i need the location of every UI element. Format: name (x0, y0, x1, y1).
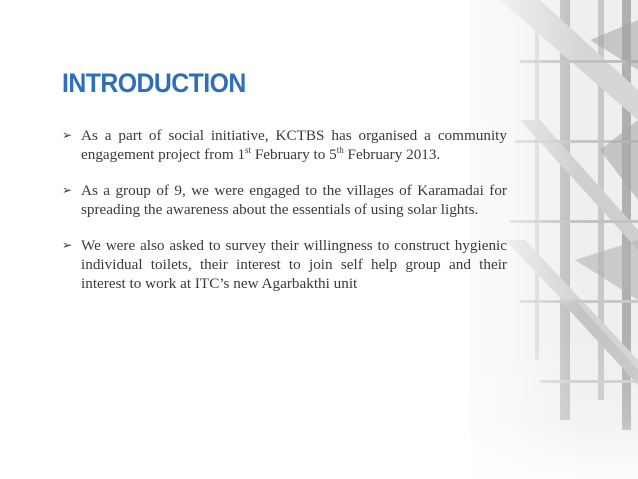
arrow-bullet-icon: ➢ (62, 183, 73, 197)
slide-title: INTRODUCTION (62, 68, 246, 98)
bullet-text-part: As a part of social initiative, KCTBS has organised a community engagement project from 1 (81, 127, 507, 163)
bullet-list (62, 126, 507, 310)
bullet-item (62, 236, 507, 293)
ordinal-suffix: th (336, 144, 344, 155)
ordinal-suffix: st (245, 144, 252, 155)
arrow-bullet-icon: ➢ (62, 238, 73, 252)
bullet-item (62, 126, 507, 164)
arrow-bullet-icon: ➢ (62, 128, 73, 142)
bullet-text: As a group of 9, we were engaged to the villages of Karamadai for spreading the awareness about the essentials of using solar lights. (81, 182, 507, 218)
bullet-item (62, 181, 507, 219)
bullet-text-part: February to 5 (251, 146, 337, 163)
bullet-text-part: February 2013. (343, 146, 441, 163)
bullet-text: We were also asked to survey their willingness to construct hygienic individual toilets, their interest to join self help group and their interest to work at ITC’s new Agarbakthi unit (81, 237, 507, 292)
